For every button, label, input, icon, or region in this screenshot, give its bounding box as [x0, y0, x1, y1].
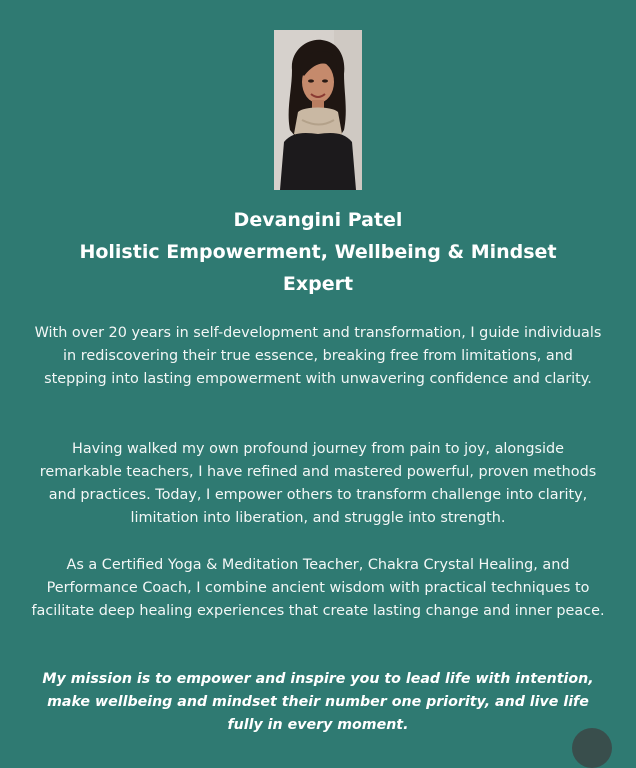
bio-paragraph-2: Having walked my own profound journey from pain to joy, alongside remarkable teachers, I have refined and mastered powerful, proven methods and practices. Today, I empower others to transform challenge into clarity, limitation into liberation, and struggle into strength. — [39, 441, 597, 526]
profile-title-line1: Holistic Empowerment, Wellbeing & Mindset — [79, 241, 557, 263]
profile-name: Devangini Patel — [233, 209, 403, 231]
bio-paragraph-1: With over 20 years in self-development and transformation, I guide individuals in rediscovering their true essence, breaking free from limitations, and stepping into lasting empowerment with unwavering confidence and clarity. — [34, 325, 602, 387]
profile-title-line2: Expert — [282, 273, 354, 295]
mission-statement: My mission is to empower and inspire you to lead life with intention, make wellbeing and mindset their number one priority, and live life fully in every moment. — [42, 671, 594, 733]
bio-paragraph-3: As a Certified Yoga & Meditation Teacher, Chakra Crystal Healing, and Performance Coach, I combine ancient wisdom with practical techniques to facilitate deep healing experiences that create lasting change and inner peace. — [31, 557, 605, 619]
profile-heading — [0, 204, 636, 300]
scroll-to-top-button[interactable] — [572, 728, 612, 768]
profile-photo — [274, 30, 362, 190]
